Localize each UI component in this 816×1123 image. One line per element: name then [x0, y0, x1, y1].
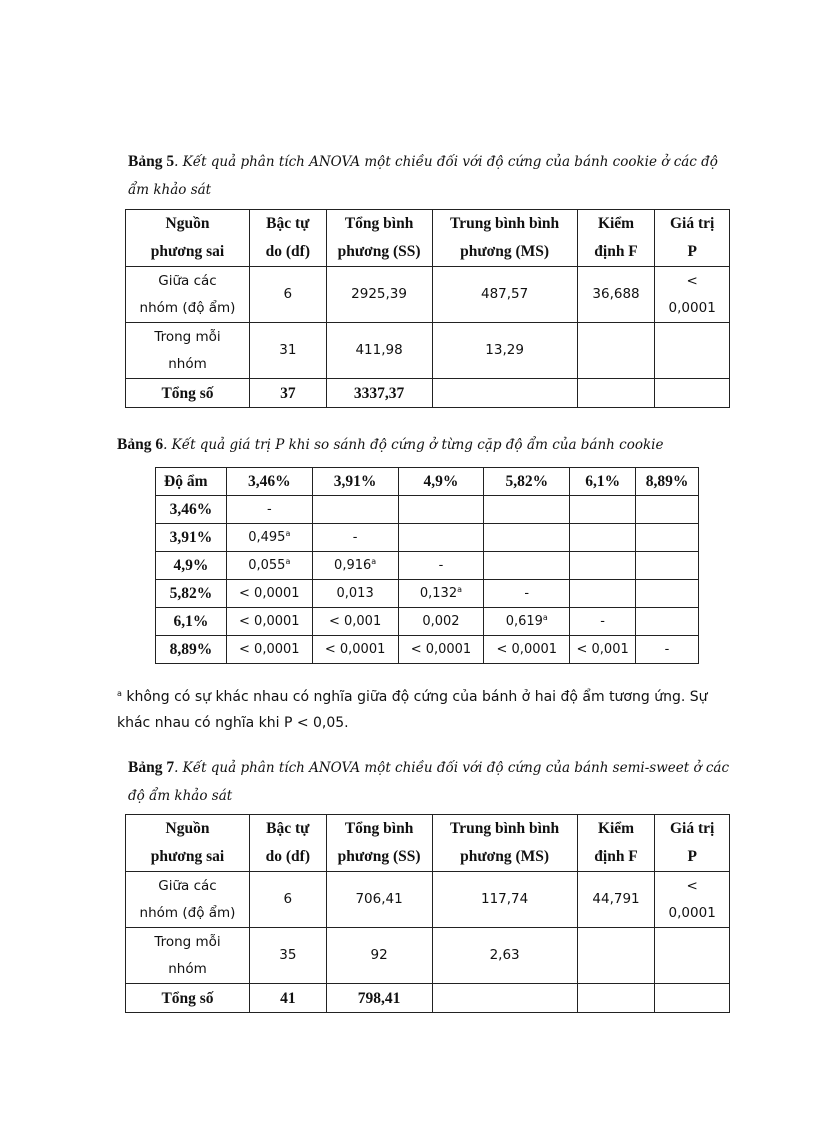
total-f — [577, 379, 655, 408]
table-row — [156, 552, 699, 580]
p-value-cell: - — [636, 636, 699, 664]
within-df: 31 — [250, 323, 327, 379]
total-ss: 3337,37 — [326, 379, 432, 408]
table-row — [156, 608, 699, 636]
between-source: Giữa các nhóm (độ ẩm) — [126, 872, 250, 928]
p-value-cell — [570, 580, 636, 608]
total-p — [655, 984, 730, 1013]
p-value-cell: < 0,001 — [312, 608, 398, 636]
table6-corner: Độ ẩm — [156, 468, 227, 496]
table7-label: Bảng 7 — [128, 759, 175, 776]
p-value-cell: - — [570, 608, 636, 636]
header-p: Giá trị P — [655, 210, 730, 267]
table5-caption — [128, 148, 743, 204]
p-value-cell: - — [312, 524, 398, 552]
p-value-cell: - — [226, 496, 312, 524]
total-ss: 798,41 — [326, 984, 432, 1013]
table6-label: Bảng 6 — [117, 436, 164, 453]
p-value-cell: < 0,0001 — [226, 608, 312, 636]
within-source: Trong mỗi nhóm — [126, 928, 250, 984]
table5-caption-text: . Kết quả phân tích ANOVA một chiều đối với độ cứng của bánh cookie ở các độ ẩm khảo sát — [128, 154, 718, 198]
p-value-cell: < 0,0001 — [484, 636, 570, 664]
p-value-cell: 0,132$^a$ — [398, 580, 484, 608]
p-value-cell — [398, 496, 484, 524]
within-f — [577, 928, 655, 984]
significance-mark: a — [542, 613, 548, 622]
p-value-cell — [636, 580, 699, 608]
table5-label: Bảng 5 — [128, 153, 175, 170]
p-value-cell: 0,002 — [398, 608, 484, 636]
col-header: 6,1% — [570, 468, 636, 496]
col-header: 3,46% — [226, 468, 312, 496]
within-ms: 2,63 — [432, 928, 577, 984]
table6-header-row — [156, 468, 699, 496]
between-df: 6 — [250, 872, 327, 928]
p-value-cell — [636, 552, 699, 580]
total-df: 41 — [250, 984, 327, 1013]
footnote-mark: a — [117, 689, 122, 698]
between-ss: 2925,39 — [326, 267, 432, 323]
between-p: < 0,0001 — [655, 872, 730, 928]
header-p: Giá trị P — [655, 815, 730, 872]
between-df: 6 — [250, 267, 327, 323]
p-value-cell: < 0,0001 — [398, 636, 484, 664]
within-ss: 411,98 — [326, 323, 432, 379]
table7-caption-text: . Kết quả phân tích ANOVA một chiều đối với độ cứng của bánh semi-sweet ở các độ ẩm khảo sát — [128, 760, 730, 804]
total-p — [655, 379, 730, 408]
header-df: Bậc tự do (df) — [250, 815, 327, 872]
header-df: Bậc tự do (df) — [250, 210, 327, 267]
table-row — [156, 580, 699, 608]
p-value-cell — [484, 524, 570, 552]
between-p: < 0,0001 — [655, 267, 730, 323]
p-value-cell: 0,916$^a$ — [312, 552, 398, 580]
total-source: Tổng số — [126, 984, 250, 1013]
header-f: Kiểm định F — [577, 815, 655, 872]
total-source: Tổng số — [126, 379, 250, 408]
table7-within-row — [126, 928, 730, 984]
table-row — [156, 636, 699, 664]
table5-total-row — [126, 379, 730, 408]
p-value-cell — [570, 552, 636, 580]
within-df: 35 — [250, 928, 327, 984]
p-value-cell — [636, 608, 699, 636]
row-header: 3,46% — [156, 496, 227, 524]
within-f — [577, 323, 655, 379]
p-value-cell: 0,013 — [312, 580, 398, 608]
table5-within-row — [126, 323, 730, 379]
between-ms: 487,57 — [432, 267, 577, 323]
table7-header-row — [126, 815, 730, 872]
footnote-line1: không có sự khác nhau có nghĩa giữa độ cứng của bánh ở hai độ ẩm tương ứng. Sự — [121, 689, 708, 705]
table6-pvalues — [155, 467, 699, 664]
p-value-cell: 0,619$^a$ — [484, 608, 570, 636]
table6-caption — [117, 431, 777, 459]
within-p — [655, 323, 730, 379]
table5-between-row — [126, 267, 730, 323]
row-header: 3,91% — [156, 524, 227, 552]
table7-anova — [125, 814, 730, 1013]
p-value-cell: < 0,0001 — [226, 580, 312, 608]
table5-header-row — [126, 210, 730, 267]
p-value-cell — [484, 552, 570, 580]
col-header: 8,89% — [636, 468, 699, 496]
table7-total-row — [126, 984, 730, 1013]
p-value-cell — [636, 496, 699, 524]
row-header: 4,9% — [156, 552, 227, 580]
between-ss: 706,41 — [326, 872, 432, 928]
p-value-cell: < 0,001 — [570, 636, 636, 664]
total-df: 37 — [250, 379, 327, 408]
header-ss: Tổng bình phương (SS) — [326, 815, 432, 872]
total-ms — [432, 379, 577, 408]
significance-mark: a — [457, 585, 462, 594]
col-header: 3,91% — [312, 468, 398, 496]
row-header: 5,82% — [156, 580, 227, 608]
p-value-cell: - — [484, 580, 570, 608]
p-value-cell — [398, 524, 484, 552]
between-f: 44,791 — [577, 872, 655, 928]
table7-caption — [128, 754, 746, 810]
p-value-cell — [312, 496, 398, 524]
within-ms: 13,29 — [432, 323, 577, 379]
within-ss: 92 — [326, 928, 432, 984]
footnote-line2: khác nhau có nghĩa khi P < 0,05. — [117, 715, 349, 731]
significance-mark: a — [285, 557, 291, 566]
significance-mark: a — [371, 557, 377, 566]
within-source: Trong mỗi nhóm — [126, 323, 250, 379]
p-value-cell: < 0,0001 — [312, 636, 398, 664]
p-value-cell — [636, 524, 699, 552]
p-value-cell — [570, 524, 636, 552]
p-value-cell: < 0,0001 — [226, 636, 312, 664]
p-value-cell: - — [398, 552, 484, 580]
table-row — [156, 524, 699, 552]
table6-caption-text: . Kết quả giá trị P khi so sánh độ cứng ở từng cặp độ ẩm của bánh cookie — [163, 437, 664, 453]
table6-footnote — [117, 684, 777, 736]
p-value-cell — [484, 496, 570, 524]
header-f: Kiểm định F — [577, 210, 655, 267]
within-p — [655, 928, 730, 984]
p-value-cell: 0,495$^a$ — [226, 524, 312, 552]
col-header: 5,82% — [484, 468, 570, 496]
row-header: 6,1% — [156, 608, 227, 636]
header-ms: Trung bình bình phương (MS) — [432, 210, 577, 267]
total-f — [577, 984, 655, 1013]
between-f: 36,688 — [577, 267, 655, 323]
p-value-cell: 0,055$^a$ — [226, 552, 312, 580]
table-row — [156, 496, 699, 524]
table7-between-row — [126, 872, 730, 928]
total-ms — [432, 984, 577, 1013]
between-source: Giữa các nhóm (độ ẩm) — [126, 267, 250, 323]
header-source: Nguồn phương sai — [126, 815, 250, 872]
p-value-cell — [570, 496, 636, 524]
col-header: 4,9% — [398, 468, 484, 496]
significance-mark: a — [285, 529, 291, 538]
header-source: Nguồn phương sai — [126, 210, 250, 267]
header-ss: Tổng bình phương (SS) — [326, 210, 432, 267]
header-ms: Trung bình bình phương (MS) — [432, 815, 577, 872]
row-header: 8,89% — [156, 636, 227, 664]
between-ms: 117,74 — [432, 872, 577, 928]
table5-anova — [125, 209, 730, 408]
